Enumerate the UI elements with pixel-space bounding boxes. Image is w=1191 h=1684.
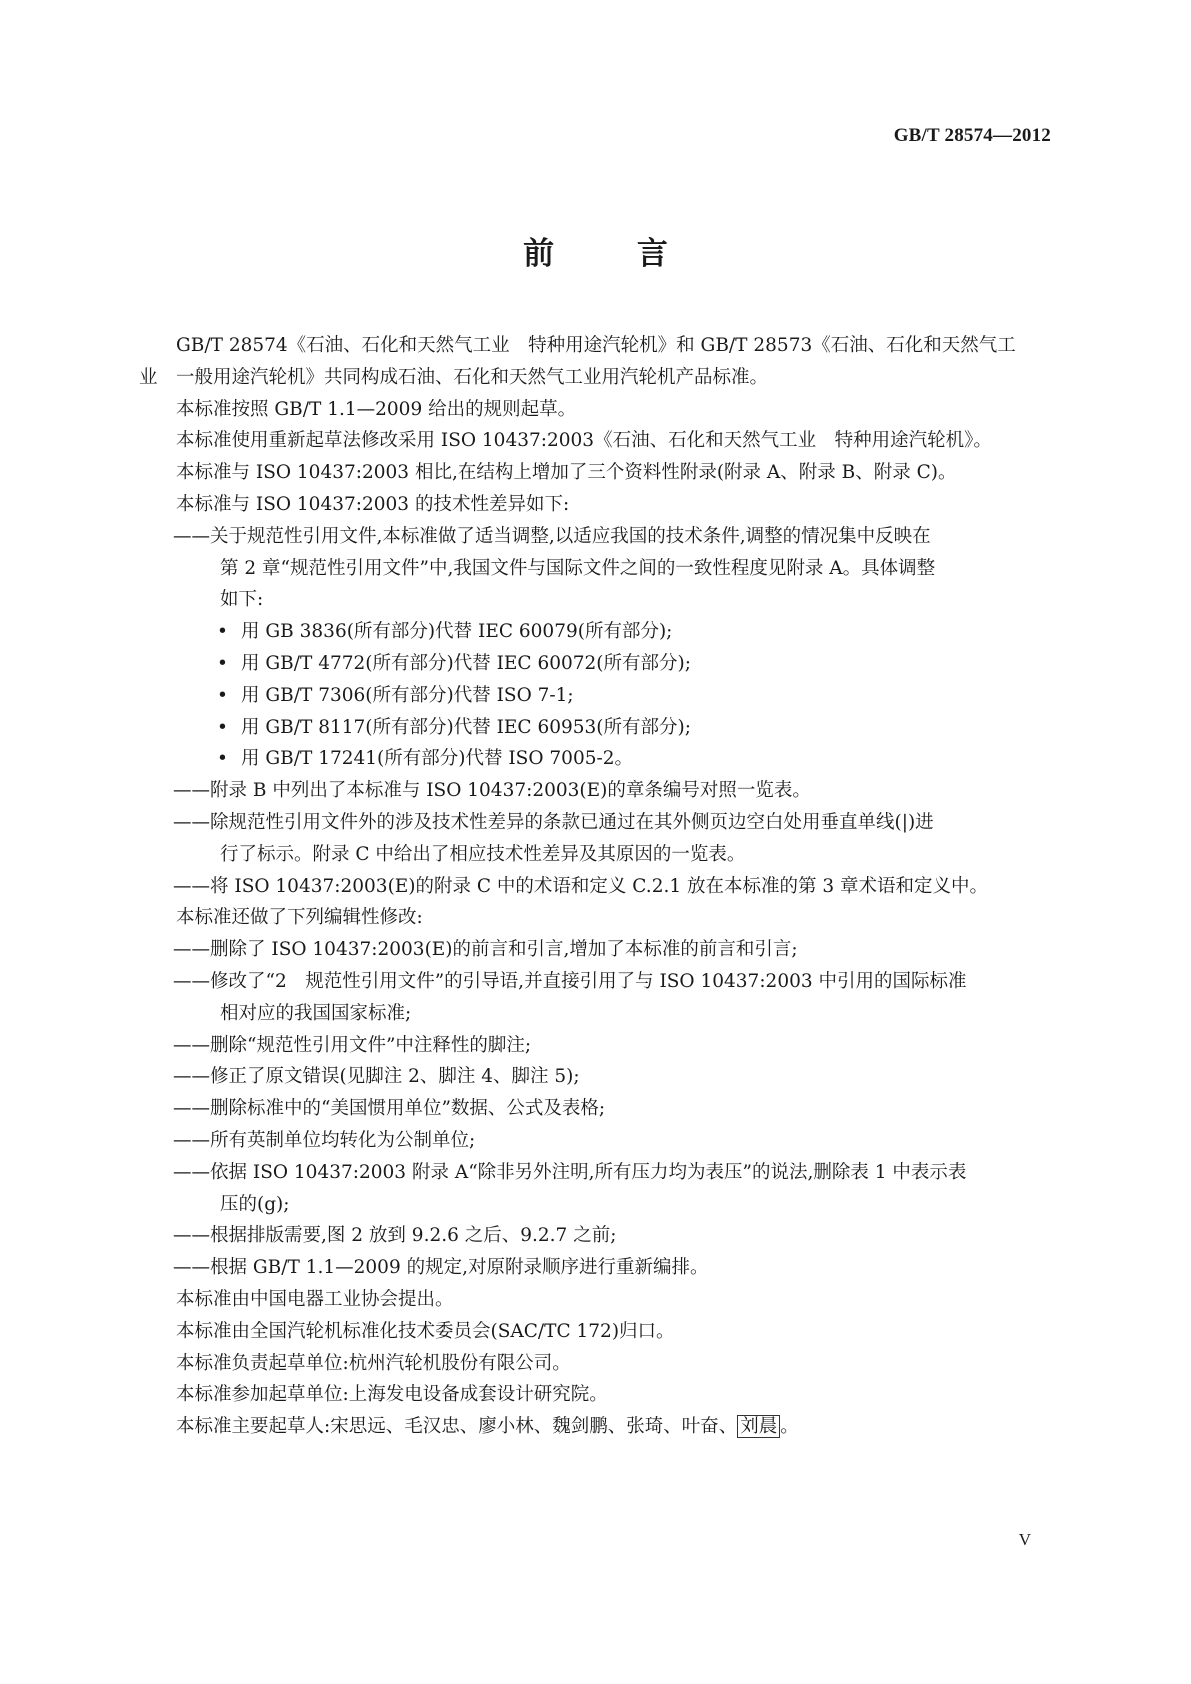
drafters-line (176, 1411, 1056, 1443)
paragraph-line: 本标准按照 GB/T 1.1—2009 给出的规则起草。 (176, 398, 577, 420)
paragraph-line: GB/T 28574《石油、石化和天然气工业 特种用途汽轮机》和 GB/T 28573《石油、石化和天然气工 (176, 335, 1016, 356)
paragraph-line: 本标准负责起草单位:杭州汽轮机股份有限公司。 (176, 1352, 571, 1374)
standard-code: GB/T 28574—2012 (893, 125, 1051, 146)
dash-item: ——根据排版需要,图 2 放到 9.2.6 之后、9.2.7 之前; (173, 1225, 617, 1247)
paragraph-line: 本标准与 ISO 10437:2003 相比,在结构上增加了三个资料性附录(附录 A、附录 B、附录 C)。 (176, 462, 957, 484)
dash-item: ——除规范性引用文件外的涉及技术性差异的条款已通过在其外侧页边空白处用垂直单线(|)进 (173, 811, 934, 833)
page-title: 前 言 (523, 236, 704, 272)
dash-item-continuation: 行了标示。附录 C 中给出了相应技术性差异及其原因的一览表。 (220, 843, 746, 865)
line-text: 一般用途汽轮机》共同构成石油、石化和天然气工业用汽轮机产品标准。 (176, 366, 769, 388)
drafters-end: 。 (780, 1416, 799, 1438)
dash-item: ——删除了 ISO 10437:2003(E)的前言和引言,增加了本标准的前言和引言; (173, 939, 798, 961)
paragraph-line: 本标准由中国电器工业协会提出。 (176, 1288, 454, 1310)
paragraph-line: 本标准使用重新起草法修改采用 ISO 10437:2003《石油、石化和天然气工业 特种用途汽轮机》。 (176, 430, 992, 452)
dash-item: ——修正了原文错误(见脚注 2、脚注 4、脚注 5); (173, 1066, 580, 1088)
dash-item: ——依据 ISO 10437:2003 附录 A“除非另外注明,所有压力均为表压”的说法,删除表 1 中表示表 (173, 1161, 967, 1183)
wrapped-char: 业 (139, 366, 158, 388)
dash-item: ——删除标准中的“美国惯用单位”数据、公式及表格; (173, 1098, 606, 1120)
bullet-text: 用 GB/T 4772(所有部分)代替 IEC 60072(所有部分); (241, 652, 691, 674)
bullet-item (176, 680, 1056, 712)
bullet-text: 用 GB/T 8117(所有部分)代替 IEC 60953(所有部分); (241, 716, 691, 738)
paragraph-line: 本标准参加起草单位:上海发电设备成套设计研究院。 (176, 1384, 608, 1406)
dash-item: ——将 ISO 10437:2003(E)的附录 C 中的术语和定义 C.2.1 放在本标准的第 3 章术语和定义中。 (173, 875, 989, 897)
paragraph-line (139, 362, 1056, 394)
bullet-item (176, 648, 1056, 680)
bullet-icon: • (217, 716, 228, 738)
bullet-text: 用 GB/T 17241(所有部分)代替 ISO 7005-2。 (241, 748, 634, 770)
paragraph-line: 本标准还做了下列编辑性修改: (176, 907, 423, 929)
bullet-icon: • (217, 621, 228, 643)
dash-item: ——删除“规范性引用文件”中注释性的脚注; (173, 1034, 532, 1056)
boxed-name: 刘晨 (737, 1415, 780, 1438)
dash-item-continuation: 相对应的我国国家标准; (220, 1002, 412, 1024)
paragraph-line: 本标准由全国汽轮机标准化技术委员会(SAC/TC 172)归口。 (176, 1320, 675, 1342)
drafters-text: 本标准主要起草人:宋思远、毛汉忠、廖小林、魏剑鹏、张琦、叶奋、 (176, 1416, 738, 1438)
bullet-text: 用 GB 3836(所有部分)代替 IEC 60079(所有部分); (241, 621, 673, 643)
preface-body (139, 330, 1056, 1443)
bullet-item (176, 743, 1056, 775)
dash-item-continuation: 如下: (220, 589, 264, 611)
bullet-icon: • (217, 652, 228, 674)
dash-item: ——附录 B 中列出了本标准与 ISO 10437:2003(E)的章条编号对照一览表。 (173, 780, 811, 802)
dash-item: ——修改了“2 规范性引用文件”的引导语,并直接引用了与 ISO 10437:2003 中引用的国际标准 (173, 970, 967, 992)
bullet-item (176, 712, 1056, 744)
dash-item-continuation: 压的(g); (220, 1193, 290, 1215)
dash-item: ——所有英制单位均转化为公制单位; (173, 1129, 476, 1151)
dash-item: ——关于规范性引用文件,本标准做了适当调整,以适应我国的技术条件,调整的情况集中反映在 (173, 525, 931, 547)
dash-item: ——根据 GB/T 1.1—2009 的规定,对原附录顺序进行重新编排。 (173, 1257, 709, 1279)
bullet-item (176, 616, 1056, 648)
paragraph-line: 本标准与 ISO 10437:2003 的技术性差异如下: (176, 493, 570, 515)
bullet-icon: • (217, 748, 228, 770)
bullet-icon: • (217, 684, 228, 706)
bullet-text: 用 GB/T 7306(所有部分)代替 ISO 7-1; (241, 684, 574, 706)
page-number: V (1018, 1530, 1031, 1549)
dash-item-continuation: 第 2 章“规范性引用文件”中,我国文件与国际文件之间的一致性程度见附录 A。具体调整 (220, 557, 936, 579)
